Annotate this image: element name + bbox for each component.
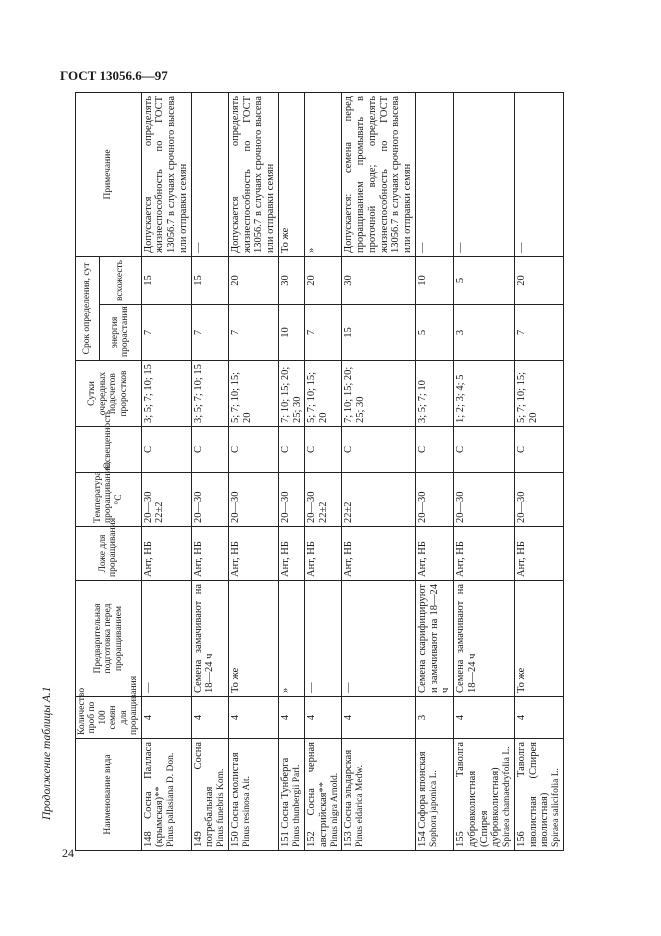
cell-prep: » <box>278 581 305 697</box>
cell-germ: 30 <box>278 256 305 304</box>
species-name: 148 Сосна Палласа (крымская)** <box>142 742 166 847</box>
cell-prep: — <box>305 581 342 697</box>
cell-prep: — <box>342 581 416 697</box>
rotated-table-container <box>75 93 605 851</box>
cell-temp: 20—30 <box>278 473 305 527</box>
cell-light: С <box>228 427 278 473</box>
cell-temp: 22±2 <box>342 473 416 527</box>
cell-count: 4 <box>278 697 305 739</box>
cell-energy: 7 <box>228 305 278 361</box>
table-row <box>228 92 278 850</box>
species-latin-name: Pinus pallasiana D. Don. <box>166 752 177 847</box>
document-header: ГОСТ 13056.6—97 <box>60 68 168 83</box>
cell-energy: 10 <box>278 305 305 361</box>
cell-prep: Семена скарифицируют и замачивают на 18—24 ч <box>415 581 453 697</box>
col-header-name: Наименование вида <box>76 739 142 851</box>
cell-light: С <box>305 427 342 473</box>
cell-germ: 20 <box>305 256 342 304</box>
cell-bed: Ант, НБ <box>514 527 563 581</box>
col-header-term-group: Срок определения, сут <box>76 256 100 360</box>
cell-light: С <box>514 427 563 473</box>
cell-note: То же <box>278 92 305 256</box>
cell-energy: 7 <box>305 305 342 361</box>
cell-days: 7; 10; 15; 20; 25; 30 <box>278 361 305 427</box>
cell-bed: Ант, НБ <box>278 527 305 581</box>
species-name: 150 Сосна смолистая <box>229 752 241 847</box>
species-name: 151 Сосна Тунберга <box>279 757 291 847</box>
cell-germ: 30 <box>342 256 416 304</box>
cell-days: 7; 10; 15; 20; 25; 30 <box>342 361 416 427</box>
cell-germ: 20 <box>514 256 563 304</box>
cell-temp: 20—30 <box>191 473 228 527</box>
cell-energy: 5 <box>415 305 453 361</box>
col-header-prep: Предварительная подготовка перед проращиванием <box>76 581 142 697</box>
cell-germ: 10 <box>415 256 453 304</box>
cell-count: 4 <box>342 697 416 739</box>
species-name: 156 Таволга иволистная (Спирея иволистная) <box>515 742 551 847</box>
species-latin-name: Spiraea chamaedryfolia L. <box>502 746 513 847</box>
cell-count: 4 <box>191 697 228 739</box>
cell-light: С <box>141 427 191 473</box>
species-latin-name: Pinus resinosa Ait. <box>241 776 252 847</box>
cell-count: 4 <box>514 697 563 739</box>
cell-prep: Семена замачивают на 18—24 ч <box>454 581 515 697</box>
cell-days: 5; 7; 10; 15; 20 <box>305 361 342 427</box>
cell-germ: 15 <box>141 256 191 304</box>
species-latin-name: Sophora japonica L. <box>428 770 439 847</box>
cell-count: 3 <box>415 697 453 739</box>
cell-temp: 20—30 <box>454 473 515 527</box>
cell-note: — <box>514 92 563 256</box>
col-header-count: Количество проб по 100 семян для проращивания <box>76 697 142 739</box>
cell-bed: Ант, НБ <box>228 527 278 581</box>
cell-germ: 15 <box>191 256 228 304</box>
cell-prep: То же <box>228 581 278 697</box>
col-header-bed: Ложе для проращивания <box>76 527 142 581</box>
table-row <box>141 92 191 850</box>
cell-prep: То же <box>514 581 563 697</box>
species-name: 149 Сосна погребальная <box>192 742 216 847</box>
cell-name <box>228 739 278 851</box>
col-header-energy: энергия прорастания <box>99 305 141 361</box>
cell-name <box>454 739 515 851</box>
species-latin-name: Pinus eldarica Medw. <box>355 765 366 847</box>
seed-germination-table <box>75 92 564 851</box>
species-latin-name: Pinus thunbergii Parl. <box>291 764 302 847</box>
cell-germ: 20 <box>228 256 278 304</box>
cell-temp: 20—30 <box>228 473 278 527</box>
cell-note: Допускается: семена перед проращиванием промывать в проточной воде; определять жизнеспособность по ГОСТ 13056.7 в случаях срочного высева или отправки семян <box>342 92 416 256</box>
cell-temp: 20—30 22±2 <box>305 473 342 527</box>
cell-bed: Ант, НБ <box>191 527 228 581</box>
cell-light: С <box>415 427 453 473</box>
cell-note: Допускается определять жизнеспособность по ГОСТ 13056.7 в случаях срочного высева или отправки семян <box>141 92 191 256</box>
cell-note: Допускается определять жизнеспособность по ГОСТ 13056.7 в случаях срочного высева или отправки семян <box>228 92 278 256</box>
cell-germ: 5 <box>454 256 515 304</box>
species-latin-name: Pinus funebris Kom. <box>216 768 227 847</box>
cell-energy: 15 <box>342 305 416 361</box>
species-latin-name: Spiraea salicifolia L. <box>551 768 561 847</box>
cell-count: 4 <box>454 697 515 739</box>
col-header-germ: всхожесть <box>99 256 141 304</box>
cell-light: С <box>454 427 515 473</box>
cell-temp: 20—30 <box>415 473 453 527</box>
cell-note: » <box>305 92 342 256</box>
cell-light: С <box>278 427 305 473</box>
cell-days: 1; 2; 3; 4; 5 <box>454 361 515 427</box>
col-header-note: Примечание <box>76 92 142 256</box>
cell-bed: Ант, НБ <box>305 527 342 581</box>
cell-days: 3; 5; 7; 10 <box>415 361 453 427</box>
cell-bed: Ант, НБ <box>454 527 515 581</box>
cell-days: 5; 7; 10; 15; 20 <box>514 361 563 427</box>
cell-days: 5; 7; 10; 15; 20 <box>228 361 278 427</box>
cell-note: — <box>415 92 453 256</box>
cell-days: 3; 5; 7; 10; 15 <box>141 361 191 427</box>
cell-name <box>141 739 191 851</box>
species-name: 152 Сосна черная австрийская** <box>306 742 329 847</box>
cell-energy: 7 <box>141 305 191 361</box>
species-name: 155 Таволга дубровколистная (Спирея дубровколистная) <box>455 742 502 847</box>
table-row <box>278 92 305 850</box>
table-row <box>454 92 515 850</box>
cell-name <box>342 739 416 851</box>
cell-name <box>415 739 453 851</box>
col-header-temp: Температура проращивания, °С <box>76 473 142 527</box>
cell-name <box>514 739 563 851</box>
col-header-days: Сутки очередных подсчетов проростков <box>76 361 142 427</box>
table-continuation-label: Продолжение таблицы А.1 <box>41 686 53 820</box>
table-row <box>415 92 453 850</box>
cell-bed: Ант, НБ <box>141 527 191 581</box>
cell-energy: 7 <box>514 305 563 361</box>
cell-name <box>305 739 342 851</box>
cell-prep: Семена замачивают на 18—24 ч <box>191 581 228 697</box>
table-row <box>191 92 228 850</box>
table-body <box>141 92 563 850</box>
species-name: 153 Сосна эльдарская <box>343 749 355 847</box>
col-header-light: Освещенность <box>76 427 142 473</box>
cell-note: — <box>454 92 515 256</box>
cell-days: 3; 5; 7; 10; 15 <box>191 361 228 427</box>
cell-count: 4 <box>141 697 191 739</box>
cell-energy: 3 <box>454 305 515 361</box>
cell-energy: 7 <box>191 305 228 361</box>
cell-bed: Ант, НБ <box>342 527 416 581</box>
cell-count: 4 <box>228 697 278 739</box>
species-latin-name: Pinus nigra Arnold. <box>329 772 340 847</box>
cell-name <box>191 739 228 851</box>
cell-bed: Ант, НБ <box>415 527 453 581</box>
cell-light: С <box>342 427 416 473</box>
cell-note: — <box>191 92 228 256</box>
table-row <box>305 92 342 850</box>
table-row <box>342 92 416 850</box>
cell-light: С <box>191 427 228 473</box>
species-name: 154 Софора японская <box>416 751 428 847</box>
page-number: 24 <box>62 846 74 860</box>
cell-count: 4 <box>305 697 342 739</box>
table-row <box>514 92 563 850</box>
cell-name <box>278 739 305 851</box>
cell-temp: 20—30 <box>514 473 563 527</box>
cell-temp: 20—30 22±2 <box>141 473 191 527</box>
cell-prep: — <box>141 581 191 697</box>
